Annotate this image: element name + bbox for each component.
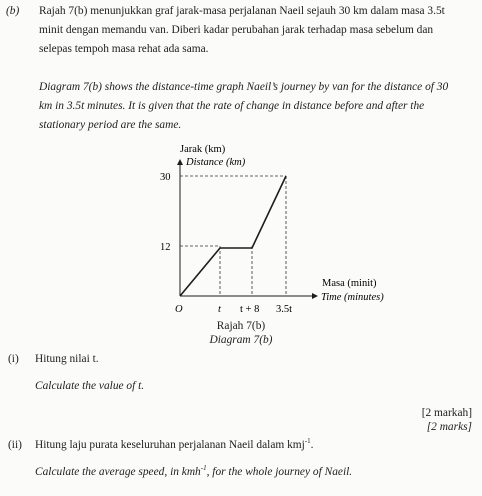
q2-malay-end: .	[310, 438, 314, 451]
y-tick-12: 12	[160, 242, 171, 253]
y-axis-label-malay: Jarak (km)	[180, 144, 226, 155]
q2-number: (ii)	[8, 438, 22, 451]
q2-english-row	[35, 461, 352, 479]
question-english	[6, 78, 470, 135]
english-line-3: stationary period are the same.	[39, 119, 182, 131]
q2-malay-text: Hitung laju purata keseluruhan perjalanan Naeil dalam kmj	[35, 438, 305, 451]
english-line-2: km in 3.5t minutes. It is given that the rate of change in distance before and after the	[39, 100, 425, 112]
caption-english: Diagram 7(b)	[209, 334, 273, 346]
x-tick-t8: t + 8	[240, 304, 260, 315]
caption-malay: Rajah 7(b)	[216, 320, 266, 332]
malay-line-2: minit dengan memandu van. Diberi kadar perubahan jarak terhadap masa sebelum dan	[39, 24, 434, 36]
question-malay	[6, 2, 470, 59]
q1-number: (i)	[8, 353, 19, 365]
marks-english: [2 marks]	[426, 421, 472, 433]
malay-line-3: selepas tempoh masa rehat ada sama.	[39, 43, 209, 55]
journey-line	[180, 176, 286, 296]
q2-english-sup: -1	[200, 464, 207, 472]
x-tick-t: t	[218, 304, 221, 315]
x-axis-label-malay: Masa (minit)	[322, 278, 377, 289]
y-tick-30: 30	[160, 172, 171, 183]
q1-malay-row	[8, 352, 99, 366]
origin-label: O	[175, 304, 183, 315]
distance-time-graph	[120, 138, 420, 318]
malay-line-1: Rajah 7(b) menunjukkan graf jarak-masa perjalanan Naeil sejauh 30 km dalam masa 3.5t	[39, 5, 445, 17]
x-axis-label-english: Time (minutes)	[321, 292, 384, 303]
x-tick-35t: 3.5t	[276, 304, 293, 315]
english-line-1: Diagram 7(b) shows the distance-time graph Naeil’s journey by van for the distance of 30	[39, 81, 449, 93]
marks-malay: [2 markah]	[421, 407, 472, 419]
q1-english-text: Calculate the value of t.	[35, 380, 145, 392]
q2-malay-row	[8, 434, 314, 452]
q2-english-end: , for the whole journey of Naeil.	[206, 465, 353, 478]
y-axis-label-english: Distance (km)	[186, 157, 246, 168]
q2-malay-sup: -1	[304, 437, 311, 445]
q1-malay-text: Hitung nilai t.	[35, 353, 99, 365]
q2-english-text: Calculate the average speed, in kmh	[35, 465, 201, 478]
part-label: (b)	[6, 5, 20, 17]
